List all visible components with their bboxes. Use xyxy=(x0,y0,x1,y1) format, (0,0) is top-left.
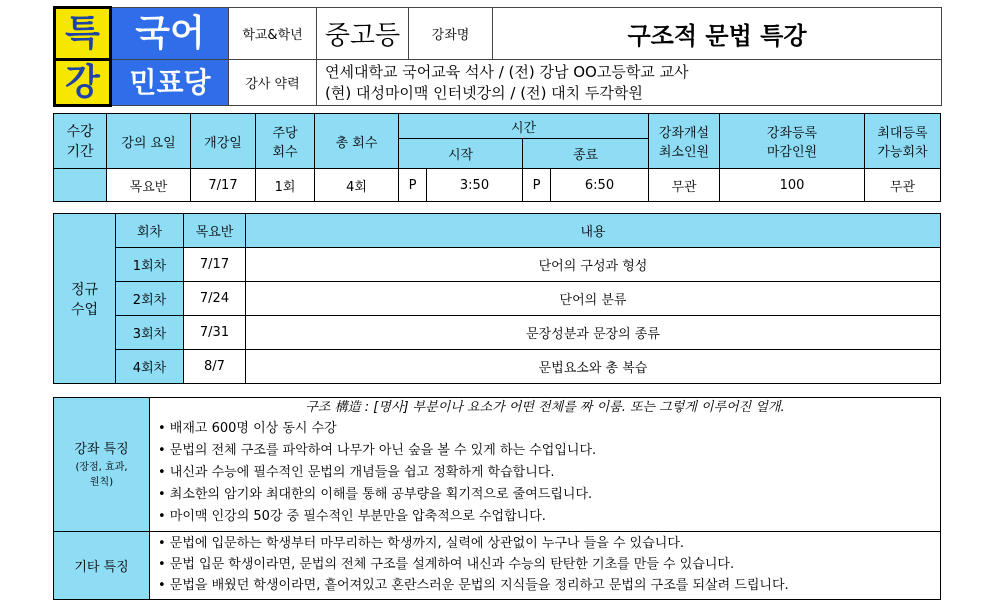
other-feature-item: • 문법 입문 학생이라면, 문법의 전체 구조를 설계하여 내신과 수능의 탄탄한 기초를 만들 수 있습니다. xyxy=(158,557,735,572)
course-feature-item: • 배재고 600명 이상 동시 수강 xyxy=(158,421,337,436)
other-feature-item: • 문법을 배웠던 학생이라면, 흩어져있고 혼란스러운 문법의 지식들을 정리하고 문법의 구조를 되살려 드립니다. xyxy=(158,578,789,593)
features-table xyxy=(53,397,941,600)
schedule-table xyxy=(53,113,941,202)
other-feature-item: • 문법에 입문하는 학생부터 마무리하는 학생까지, 실력에 상관없이 누구나 들을 수 있습니다. xyxy=(158,536,685,551)
career-label: 강사 약력 xyxy=(229,60,317,106)
start-ampm-value: P xyxy=(399,169,427,202)
session-content: 문법요소와 총 복습 xyxy=(246,350,941,384)
time-start-header: 시작 xyxy=(399,139,523,169)
course-features-label-cell xyxy=(54,398,150,532)
start-date-value: 7/17 xyxy=(191,169,256,202)
day-value: 목요반 xyxy=(107,169,191,202)
session-content: 단어의 구성과 형성 xyxy=(246,248,941,282)
regular-class-label: 정규 수업 xyxy=(54,214,116,384)
teacher-name-badge: 민표당 xyxy=(111,60,229,106)
sessions-table xyxy=(53,213,941,384)
weekly-count-value: 1회 xyxy=(256,169,315,202)
session-content: 문장성분과 문장의 종류 xyxy=(246,316,941,350)
total-count-value: 4회 xyxy=(315,169,399,202)
time-end-header: 종료 xyxy=(523,139,649,169)
session-round: 1회차 xyxy=(116,248,184,282)
class-header: 목요반 xyxy=(184,214,246,248)
subject-badge: 국어 xyxy=(111,8,229,60)
max-sessions-header: 최대등록 가능회차 xyxy=(865,114,941,169)
course-feature-item: • 내신과 수능에 필수적인 문법의 개념들을 쉽고 정확하게 학습합니다. xyxy=(158,465,555,480)
course-feature-item: • 최소한의 암기와 최대한의 이해를 통해 공부량을 획기적으로 줄여드립니다. xyxy=(158,487,593,502)
min-enroll-value: 무관 xyxy=(649,169,720,202)
end-time-value: 6:50 xyxy=(551,169,649,202)
career-details xyxy=(317,60,942,106)
session-round: 4회차 xyxy=(116,350,184,384)
period-label: 수강 기간 xyxy=(54,114,107,169)
session-date: 7/17 xyxy=(184,248,246,282)
course-name-label: 강좌명 xyxy=(409,8,493,60)
content-header: 내용 xyxy=(246,214,941,248)
other-features-content xyxy=(150,532,941,600)
session-content: 단어의 분류 xyxy=(246,282,941,316)
round-header: 회차 xyxy=(116,214,184,248)
course-feature-item: • 마이맥 인강의 50강 중 필수적인 부분만을 압축적으로 수업합니다. xyxy=(158,509,546,524)
period-label-cell xyxy=(54,169,107,202)
deadline-value: 100 xyxy=(720,169,865,202)
school-grade-value: 중고등 xyxy=(317,8,409,60)
session-date: 8/7 xyxy=(184,350,246,384)
time-header: 시간 xyxy=(399,114,649,139)
session-round: 2회차 xyxy=(116,282,184,316)
weekly-count-header: 주당 회수 xyxy=(256,114,315,169)
min-enroll-header: 강좌개설 최소인원 xyxy=(649,114,720,169)
header-table xyxy=(53,6,942,107)
career-line: 연세대학교 국어교육 석사 / (전) 강남 OO고등학교 교사 xyxy=(325,62,689,81)
start-date-header: 개강일 xyxy=(191,114,256,169)
course-features-content xyxy=(150,398,941,532)
badge-special-top: 특 xyxy=(55,8,111,60)
session-round: 3회차 xyxy=(116,316,184,350)
deadline-header: 강좌등록 마감인원 xyxy=(720,114,865,169)
career-line: (현) 대성마이맥 인터넷강의 / (전) 대치 두각학원 xyxy=(325,83,643,102)
course-feature-item: • 문법의 전체 구조를 파악하여 나무가 아닌 숲을 볼 수 있게 하는 수업입니다. xyxy=(158,443,597,458)
session-date: 7/24 xyxy=(184,282,246,316)
other-features-label: 기타 특징 xyxy=(54,532,150,600)
school-grade-label: 학교&학년 xyxy=(229,8,317,60)
course-features-label: 강좌 특징 xyxy=(74,441,129,457)
start-time-value: 3:50 xyxy=(427,169,523,202)
end-ampm-value: P xyxy=(523,169,551,202)
max-sessions-value: 무관 xyxy=(865,169,941,202)
badge-special-bottom: 강 xyxy=(55,60,111,106)
session-date: 7/31 xyxy=(184,316,246,350)
structure-definition: 구조 構造 : [명사] 부분이나 요소가 어떤 전체를 짜 이룸. 또는 그렇게 이루어진 얼개. xyxy=(305,400,785,415)
total-count-header: 총 회수 xyxy=(315,114,399,169)
course-title: 구조적 문법 특강 xyxy=(493,8,942,60)
day-header: 강의 요일 xyxy=(107,114,191,169)
course-features-sublabel: (장점, 효과, 원칙) xyxy=(75,461,128,488)
